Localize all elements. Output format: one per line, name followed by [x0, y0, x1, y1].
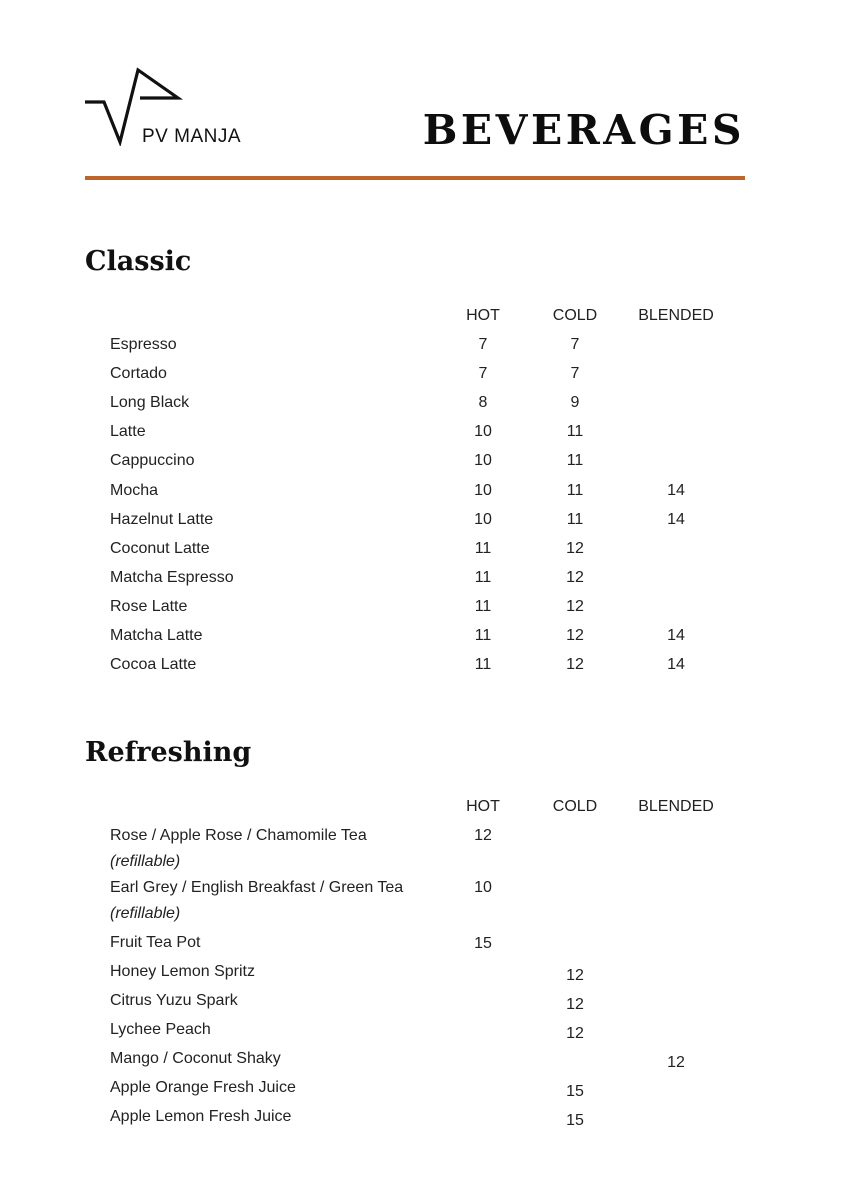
- classic-col-hot: HOT: [466, 307, 500, 324]
- price-cold: 7: [570, 336, 580, 353]
- price-hot: 10: [474, 452, 492, 470]
- classic-col-blended: BLENDED: [638, 307, 714, 324]
- brand-name: PV MANJA: [142, 126, 242, 147]
- menu-item-name: Coconut Latte: [110, 539, 210, 557]
- menu-item-name: Apple Lemon Fresh Juice: [110, 1108, 292, 1125]
- page-title: BEVERAGES: [422, 106, 745, 154]
- price-cold: 11: [566, 510, 584, 528]
- price-cold: 15: [566, 1083, 584, 1100]
- price-cold: 7: [570, 365, 580, 383]
- price-cold: 11: [566, 452, 584, 470]
- price-hot: 10: [474, 481, 492, 499]
- price-cold: 12: [566, 597, 584, 615]
- menu-item-name: Apple Orange Fresh Juice: [110, 1079, 296, 1096]
- price-hot: 8: [478, 394, 488, 412]
- refreshing-col-cold: COLD: [552, 798, 598, 815]
- menu-item-name: Cortado: [110, 365, 167, 383]
- refreshing-col-hot: HOT: [466, 798, 500, 815]
- menu-item-name: Long Black: [110, 394, 190, 412]
- menu-item-name: Hazelnut Latte: [110, 510, 214, 528]
- classic-col-cold: COLD: [552, 307, 598, 324]
- menu-item-name: Earl Grey / English Breakfast / Green Tea: [110, 879, 404, 896]
- price-hot: 10: [474, 510, 492, 528]
- price-blended: 12: [667, 1054, 685, 1071]
- price-hot: 11: [474, 597, 492, 615]
- price-blended: 14: [667, 510, 685, 528]
- price-hot: 11: [474, 568, 492, 586]
- menu-item-name: Matcha Espresso: [110, 568, 234, 586]
- price-hot: 11: [474, 656, 492, 674]
- price-cold: 12: [566, 539, 584, 557]
- menu-item-name: Lychee Peach: [110, 1021, 211, 1038]
- price-hot: 15: [474, 935, 492, 952]
- price-cold: 12: [566, 568, 584, 586]
- price-blended: 14: [667, 481, 685, 499]
- menu-item-name: Latte: [110, 423, 146, 441]
- brand-logo: [84, 66, 284, 156]
- menu-item-name: Matcha Latte: [110, 627, 203, 644]
- price-cold: 11: [566, 423, 584, 441]
- price-cold: 15: [566, 1112, 584, 1129]
- menu-item-name: Cocoa Latte: [110, 656, 197, 674]
- menu-item-note: (refillable): [110, 905, 181, 922]
- price-cold: 11: [566, 481, 584, 499]
- price-cold: 12: [566, 967, 584, 984]
- price-hot: 10: [474, 423, 492, 441]
- price-hot: 11: [474, 627, 492, 644]
- menu-item-name: Fruit Tea Pot: [110, 934, 201, 951]
- price-hot: 10: [474, 879, 492, 896]
- price-hot: 7: [478, 365, 488, 383]
- price-cold: 12: [566, 627, 584, 644]
- price-cold: 9: [570, 394, 580, 412]
- price-blended: 14: [667, 627, 685, 644]
- menu-item-name: Cappuccino: [110, 452, 195, 470]
- section-title-classic: Classic: [85, 246, 192, 277]
- menu-item-name: Mocha: [110, 481, 159, 499]
- section-title-refreshing: Refreshing: [85, 737, 252, 768]
- header-divider: [85, 176, 745, 180]
- price-cold: 12: [566, 996, 584, 1013]
- menu-item-note: (refillable): [110, 853, 181, 870]
- price-cold: 12: [566, 656, 584, 674]
- price-blended: 14: [667, 656, 685, 674]
- menu-item-name: Rose Latte: [110, 597, 188, 615]
- menu-item-name: Honey Lemon Spritz: [110, 963, 255, 980]
- price-hot: 11: [474, 539, 492, 557]
- price-hot: 12: [474, 827, 492, 844]
- refreshing-col-blended: BLENDED: [638, 798, 714, 815]
- menu-item-name: Espresso: [110, 336, 177, 353]
- price-cold: 12: [566, 1025, 584, 1042]
- price-hot: 7: [478, 336, 488, 353]
- menu-item-name: Rose / Apple Rose / Chamomile Tea: [110, 827, 367, 844]
- menu-item-name: Mango / Coconut Shaky: [110, 1050, 281, 1067]
- menu-item-name: Citrus Yuzu Spark: [110, 992, 238, 1009]
